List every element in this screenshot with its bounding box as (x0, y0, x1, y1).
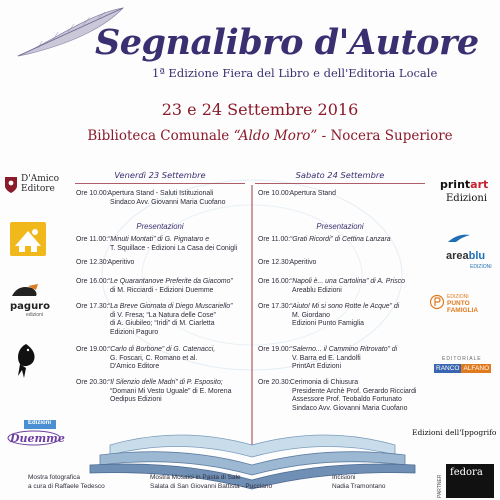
venue-suffix: - Nocera Superiore (317, 128, 453, 144)
event-text: “La Breve Giornata di Diego Muscariello” (107, 303, 233, 310)
logo-text: edizioni (26, 312, 43, 318)
logo-text: EDITORIALE (442, 356, 482, 362)
event-text: M. Giordano (292, 311, 330, 319)
logo-text: ALFANO (463, 365, 490, 372)
event-text: “Il Silenzio delle Madri” di P. Esposito; (107, 379, 223, 386)
event-text: Areablu Edizioni (292, 286, 342, 294)
event-text: Sindaco Avv. Giovanni Maria Cuofano (292, 404, 408, 412)
logo-text: blu (468, 250, 486, 262)
event-text: Edizioni Punto Famiglia (292, 320, 365, 328)
footer-exhibit-photography (28, 474, 105, 491)
saturday-heading: Sabato 24 Settembre (295, 170, 385, 180)
venue-prefix: Biblioteca Comunale (87, 128, 234, 144)
friday-event (76, 379, 231, 405)
event-time: Ore 20.30: (258, 379, 291, 386)
areablu-swoosh-icon (446, 233, 472, 243)
logo-text: art (470, 178, 489, 191)
logo-text: Editore (21, 184, 55, 194)
event-time: Ore 16.00: (76, 278, 109, 285)
logo-text: D'Amico (21, 174, 60, 184)
event-time: Ore 12.30: (258, 259, 291, 266)
logo-text: EDIZIONI (447, 294, 469, 300)
logo-text: fedora (450, 467, 483, 478)
saturday-event (258, 346, 397, 372)
event-title: Segnalibro d'Autore (95, 22, 479, 63)
friday-heading: Venerdì 23 Settembre (114, 170, 206, 180)
event-time: Ore 17.30: (76, 303, 109, 310)
event-text: Sindaco Avv. Giovanni Maria Cuofano (110, 198, 226, 206)
family-emblem-icon (430, 294, 444, 310)
event-text: Oedipus Edizioni (110, 396, 162, 404)
areablu-edizioni-logo (446, 230, 500, 270)
event-time: Ore 19.00: (258, 346, 291, 353)
ranco-alfano-logo (434, 356, 498, 373)
footer-text: PARTNER (437, 474, 443, 498)
logo-text: Edizioni (446, 193, 488, 204)
friday-event (76, 278, 233, 295)
logo-text: RANCO (436, 365, 460, 372)
saturday-event (258, 303, 399, 329)
paguro-logo (10, 284, 60, 318)
event-text: “Grati Ricordi” di Cettina Lanzara (289, 236, 391, 243)
event-time: Ore 10.00: (76, 190, 109, 197)
saturday-event (258, 379, 416, 413)
event-subtitle: 1ª Edizione Fiera del Libro e dell'Editoria Locale (152, 66, 438, 80)
footer-text: Incisioni (332, 474, 356, 481)
event-text: Presidente Archè Prof. Gerardo Ricciardi (292, 387, 417, 395)
footer-text: Salata di San Giovanni Battista - Pucciano (150, 482, 273, 490)
saturday-event (258, 259, 316, 268)
venue-name: “Aldo Moro” (233, 128, 318, 144)
partner-label (437, 462, 443, 498)
duemme-logo (6, 420, 65, 446)
saturday-section-title: Presentazioni (316, 222, 364, 231)
logo-text: Edizioni (28, 420, 51, 426)
friday-divider (75, 183, 245, 184)
event-text: Cerimonia di Chiusura (289, 379, 359, 386)
saturday-event (258, 278, 405, 295)
event-text: “Napoli è... una Cartolina” di A. Prisco (289, 278, 405, 285)
friday-opening (76, 190, 225, 207)
event-time: Ore 11.00: (258, 236, 291, 243)
friday-event (76, 236, 237, 253)
event-venue (75, 128, 465, 144)
footer-exhibit-mosaics (150, 474, 272, 491)
event-text: “Domani Mi Vesto Uguale” di E. Morena (110, 387, 232, 395)
event-time: Ore 11.00: (76, 236, 109, 243)
event-text: “Carlo di Borbone” di G. Catenacci, (107, 346, 216, 353)
saturday-divider (255, 183, 425, 184)
logo-text: PUNTO FAMIGLIA (447, 300, 479, 314)
event-time: Ore 10.00: (258, 190, 291, 197)
friday-event (76, 303, 232, 337)
event-text: Edizioni Paguro (110, 328, 159, 336)
saturday-opening (258, 190, 336, 199)
event-text: Apertura Stand - Saluti Istituzionali (107, 190, 214, 197)
logo-text: area (446, 250, 469, 262)
oedipus-bird-logo (14, 342, 38, 380)
event-text: “Minuti Montati” di G. Pignataro e (107, 236, 210, 243)
footer-text: Mostra Mosaici in Pasta di Sale (150, 474, 241, 481)
event-text: di V. Fresa; “La Natura delle Cose” (110, 311, 216, 319)
event-text: V. Barra ed E. Landolfi (292, 354, 361, 362)
event-text: Assessore Prof. Teobaldo Fortunato (292, 396, 402, 404)
event-text: Aperitivo (107, 259, 135, 266)
logo-text: EDIZIONI (470, 264, 492, 270)
event-time: Ore 20.30: (76, 379, 109, 386)
event-text: di M. Ricciardi - Edizioni Duemme (110, 286, 214, 294)
printart-edizioni-logo (440, 175, 498, 204)
la-casa-dei-conigli-logo (10, 222, 46, 256)
event-text: Apertura Stand (289, 190, 336, 197)
event-time: Ore 16.00: (258, 278, 291, 285)
ippogrifo-logo: Edizioni dell'Ippogrifo (412, 428, 497, 437)
fedora-logo (446, 464, 494, 498)
event-time: Ore 19.00: (76, 346, 109, 353)
logo-text: Duemme (10, 432, 65, 445)
footer-exhibit-engravings (332, 474, 385, 491)
footer-text: Mostra fotografica (28, 474, 81, 481)
event-dates: 23 e 24 Settembre 2016 (161, 100, 359, 119)
friday-event (76, 346, 215, 372)
friday-event (76, 259, 134, 268)
event-text: “Salerno... il Cammino Ritrovato” di (289, 346, 398, 353)
hermit-crab-icon (10, 284, 40, 298)
event-text: di A. Giubileo; “Iridi” di M. Ciarletta (110, 320, 215, 328)
event-text: PrintArt Edizioni (292, 363, 342, 371)
friday-section-title: Presentazioni (136, 222, 184, 231)
event-text: T. Squillace - Edizioni La Casa dei Conigli (110, 244, 238, 252)
shield-crest-icon (4, 176, 18, 194)
event-text: G. Foscari, C. Romano et al. (110, 354, 198, 362)
event-text: D'Amico Editore (110, 363, 160, 371)
event-text: “Aiuto! Mi si sono Rotte le Acque” di (289, 303, 400, 310)
saturday-event (258, 236, 391, 245)
footer-text: a cura di Raffaele Tedesco (28, 482, 105, 490)
footer-text: Nadia Tramontano (332, 482, 386, 490)
event-time: Ore 12.30: (76, 259, 109, 266)
event-text: Aperitivo (289, 259, 317, 266)
logo-text: print (440, 178, 471, 191)
event-text: “Le Quarantanove Preferite da Giacomo” (107, 278, 233, 285)
logo-text: paguro (10, 301, 50, 312)
event-time: Ore 17.30: (258, 303, 291, 310)
